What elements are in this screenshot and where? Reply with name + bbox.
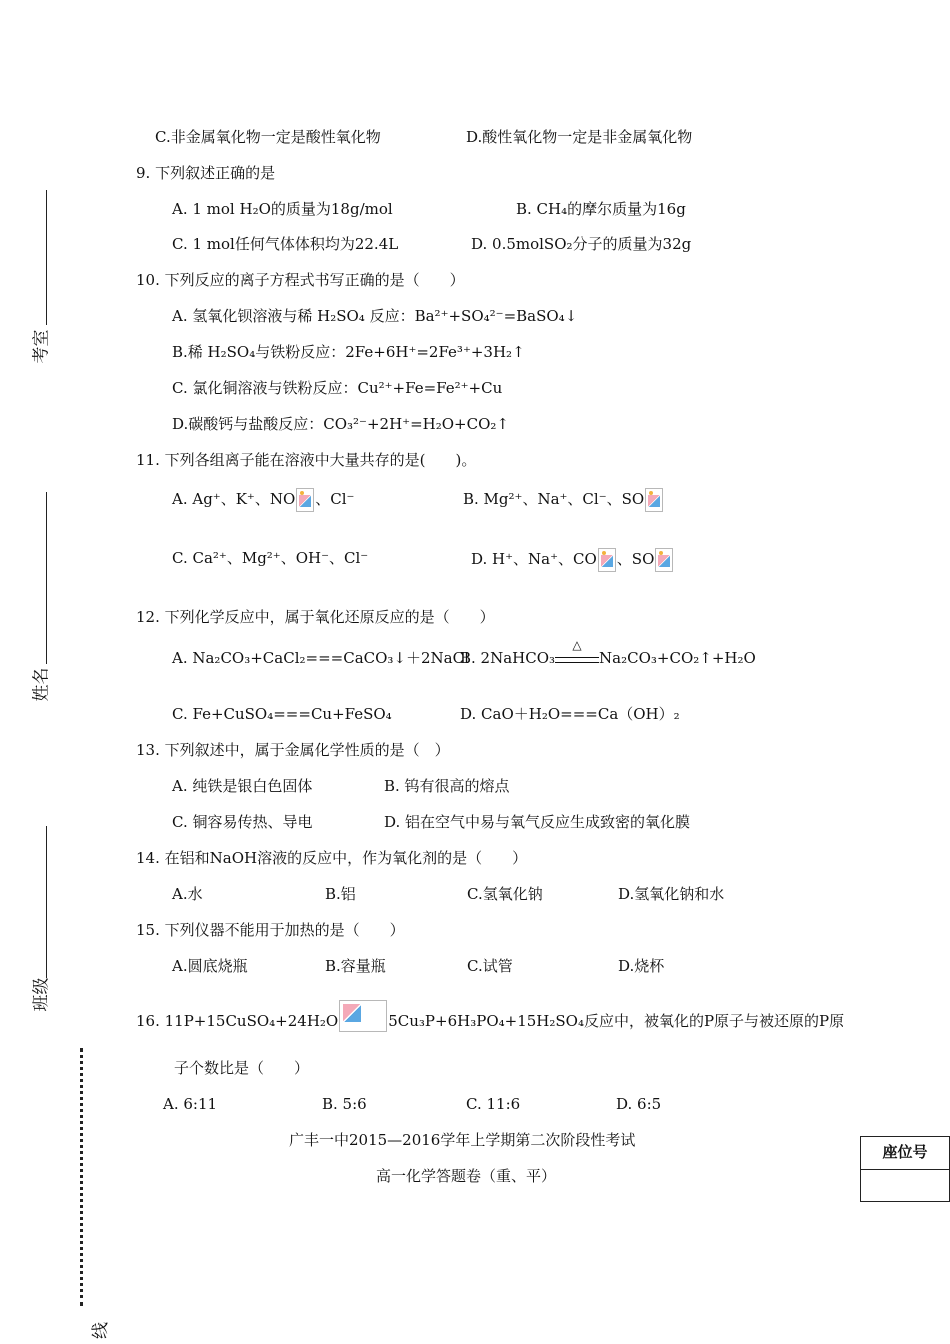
q11-option-a-tail: 、Cl⁻ — [315, 490, 355, 508]
q11-stem: 11. 下列各组离子能在溶液中大量共存的是( )。 — [136, 451, 477, 469]
q13-stem: 13. 下列叙述中，属于金属化学性质的是（ ） — [136, 741, 450, 759]
binding-line-label: 线 — [91, 1322, 111, 1339]
seat-number-box — [860, 1136, 950, 1202]
q16-stem-left: 16. 11P+15CuSO₄+24H₂O — [136, 1012, 339, 1030]
broken-image-icon — [296, 488, 314, 512]
q10-option-a: A. 氢氧化钡溶液与稀 H₂SO₄ 反应：Ba²⁺+SO₄²⁻=BaSO₄↓ — [172, 307, 578, 325]
q11-option-d — [471, 548, 674, 572]
q13-option-d: D. 铝在空气中易与氧气反应生成致密的氧化膜 — [384, 813, 691, 831]
q11-option-b — [463, 488, 664, 512]
q11-option-d-text2: 、SO — [616, 550, 655, 568]
q16-stem — [136, 1000, 844, 1032]
q8-option-d: D.酸性氧化物一定是非金属氧化物 — [466, 128, 693, 146]
answer-sheet-school-title: 广丰一中2015—2016学年上学期第二次阶段性考试 — [289, 1131, 636, 1149]
q16-option-b: B. 5:6 — [322, 1095, 367, 1113]
q12-stem: 12. 下列化学反应中，属于氧化还原反应的是（ ） — [136, 608, 495, 626]
q12-option-c: C. Fe+CuSO₄===Cu+FeSO₄ — [172, 705, 392, 723]
q13-option-a: A. 纯铁是银白色固体 — [172, 777, 313, 795]
q10-option-d: D.碳酸钙与盐酸反应：CO₃²⁻+2H⁺=H₂O+CO₂↑ — [172, 415, 509, 433]
q12-option-d: D. CaO＋H₂O===Ca（OH）₂ — [460, 705, 680, 723]
exam-room-label: 考室 — [31, 329, 52, 364]
q12-option-b-right: Na₂CO₃+CO₂↑+H₂O — [599, 649, 756, 667]
broken-image-icon — [339, 1000, 387, 1032]
q10-stem: 10. 下列反应的离子方程式书写正确的是（ ） — [136, 271, 465, 289]
exam-room-underline — [46, 190, 47, 325]
name-underline — [46, 492, 47, 664]
q13-option-c: C. 铜容易传热、导电 — [172, 813, 313, 831]
q9-option-b: B. CH₄的摩尔质量为16g — [516, 200, 686, 218]
seat-number-label: 座位号 — [861, 1137, 949, 1170]
q11-option-d-text: D. H⁺、Na⁺、CO — [471, 550, 597, 568]
q11-option-b-text: B. Mg²⁺、Na⁺、Cl⁻、SO — [463, 490, 645, 508]
heat-symbol: △ — [572, 638, 582, 652]
q14-stem: 14. 在铝和NaOH溶液的反应中，作为氧化剂的是（ ） — [136, 849, 528, 867]
class-label: 班级 — [31, 977, 52, 1012]
q16-stem-continued: 子个数比是（ ） — [174, 1059, 310, 1077]
q15-option-c: C.试管 — [467, 957, 513, 975]
q9-option-d: D. 0.5molSO₂分子的质量为32g — [471, 235, 692, 253]
q16-option-a: A. 6:11 — [163, 1095, 218, 1113]
q11-option-a — [172, 488, 354, 512]
name-label: 姓名 — [31, 667, 52, 702]
seat-number-field[interactable] — [861, 1170, 949, 1200]
q10-option-b: B.稀 H₂SO₄与铁粉反应：2Fe+6H⁺=2Fe³⁺+3H₂↑ — [172, 343, 525, 361]
q15-option-d: D.烧杯 — [618, 957, 665, 975]
q13-option-b: B. 钨有很高的熔点 — [384, 777, 510, 795]
q15-option-b: B.容量瓶 — [325, 957, 386, 975]
broken-image-icon — [655, 548, 673, 572]
q11-option-c: C. Ca²⁺、Mg²⁺、OH⁻、Cl⁻ — [172, 549, 369, 567]
q14-option-c: C.氢氧化钠 — [467, 885, 543, 903]
q9-option-c: C. 1 mol任何气体体积均为22.4L — [172, 235, 399, 253]
class-underline — [46, 826, 47, 978]
q9-stem: 9. 下列叙述正确的是 — [136, 164, 276, 182]
q14-option-b: B.铝 — [325, 885, 356, 903]
q10-option-c: C. 氯化铜溶液与铁粉反应：Cu²⁺+Fe=Fe²⁺+Cu — [172, 379, 503, 397]
q15-option-a: A.圆底烧瓶 — [172, 957, 248, 975]
heating-equals-sign — [555, 638, 599, 663]
binding-dotted-line — [80, 1048, 83, 1306]
q16-stem-right: 5Cu₃P+6H₃PO₄+15H₂SO₄反应中，被氧化的P原子与被还原的P原 — [388, 1012, 845, 1030]
q12-option-b-left: B. 2NaHCO₃ — [460, 649, 556, 667]
q14-option-d: D.氢氧化钠和水 — [618, 885, 725, 903]
q8-option-c: C.非金属氧化物一定是酸性氧化物 — [155, 128, 381, 146]
q15-stem: 15. 下列仪器不能用于加热的是（ ） — [136, 921, 405, 939]
broken-image-icon — [645, 488, 663, 512]
q16-option-d: D. 6:5 — [616, 1095, 662, 1113]
q12-option-a: A. Na₂CO₃+CaCl₂===CaCO₃↓＋2NaCl — [172, 649, 469, 667]
q14-option-a: A.水 — [172, 885, 203, 903]
answer-sheet-subtitle: 高一化学答题卷（重、平） — [376, 1167, 557, 1185]
broken-image-icon — [598, 548, 616, 572]
q11-option-a-text: A. Ag⁺、K⁺、NO — [172, 490, 296, 508]
q16-option-c: C. 11:6 — [466, 1095, 521, 1113]
q9-option-a: A. 1 mol H₂O的质量为18g/mol — [172, 200, 393, 218]
q12-option-b — [460, 638, 756, 668]
